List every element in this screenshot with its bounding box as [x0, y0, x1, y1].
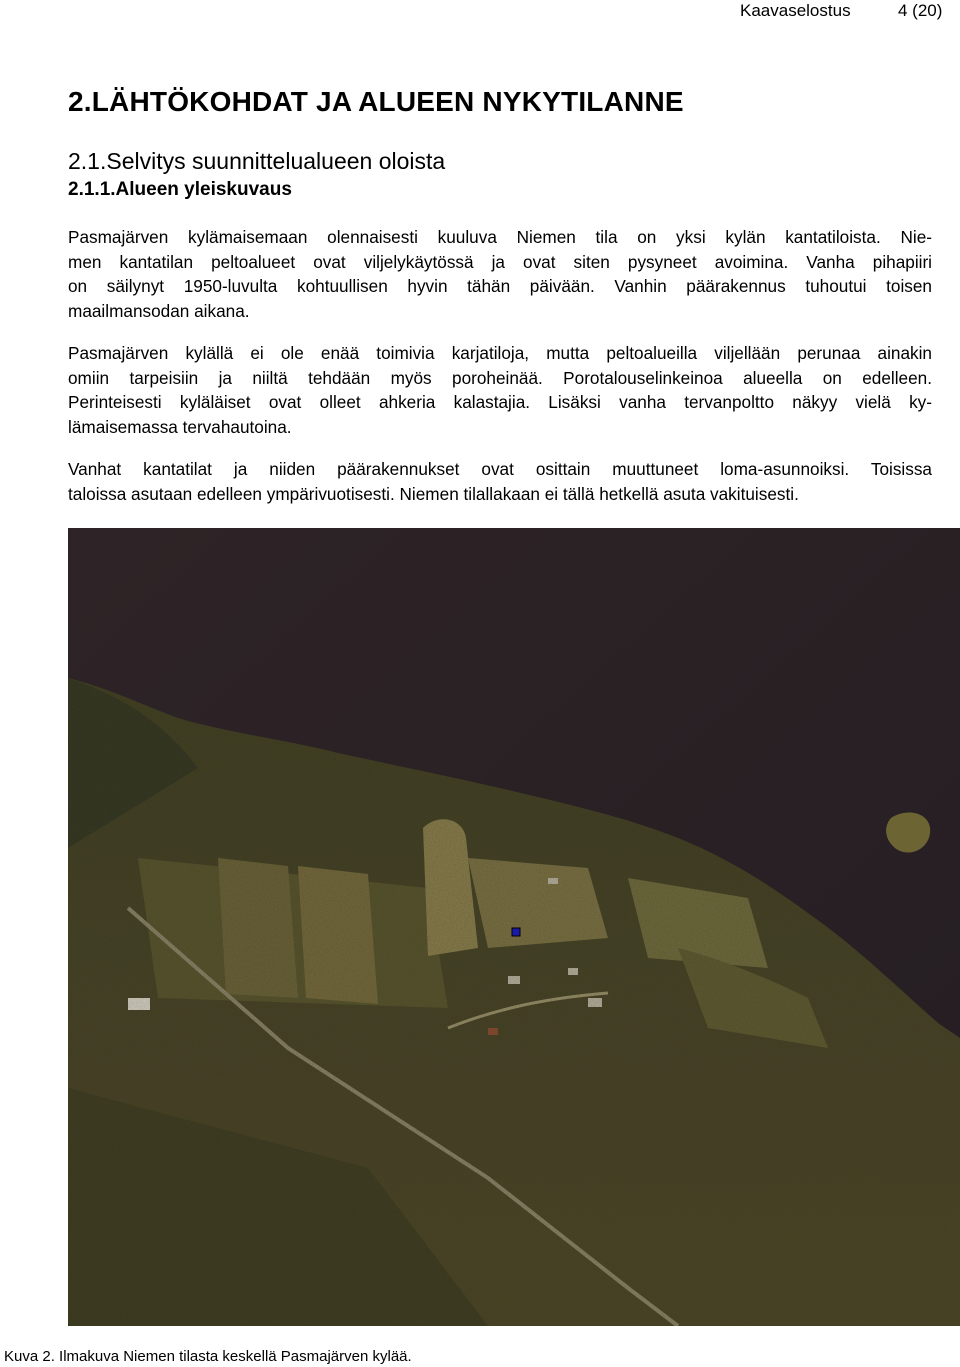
paragraph-livelihoods: [68, 341, 932, 439]
section-heading-3: 2.1.1.Alueen yleiskuvaus: [68, 179, 292, 200]
paragraph-line: Perinteisesti kyläläiset ovat olleet ahkeria kalastajia. Lisäksi vanha tervanpoltto näkyy vielä ky-: [68, 392, 932, 412]
section-heading-1: 2.LÄHTÖKOHDAT JA ALUEEN NYKYTILANNE: [68, 86, 684, 117]
paragraph-holiday-homes: [68, 457, 932, 506]
header-document-title: Kaavaselostus: [740, 1, 851, 20]
paragraph-line: on säilynyt 1950-luvulta kohtuullisen hyvin tähän päivään. Vanhin päärakennus tuhoutui toisen: [68, 276, 932, 296]
field-strip: [218, 858, 298, 998]
paragraph-line: Pasmajärven kylämaisemaan olennaisesti kuuluva Niemen tila on yksi kylän kantatiloista. Nie-: [68, 227, 932, 247]
paragraph-line: maailmansodan aikana.: [68, 300, 250, 321]
paragraph-line: omiin tarpeisiin ja niiltä tehdään myös poroheinää. Porotalouselinkeinoa alueella on edelleen.: [68, 367, 932, 388]
paragraph-line: Pasmajärven kylällä ei ole enää toimivia karjatiloja, mutta peltoalueilla viljellään perunaa ainakin: [68, 343, 932, 363]
figure-caption: Kuva 2. Ilmakuva Niemen tilasta keskellä Pasmajärven kylää.: [4, 1348, 412, 1365]
location-marker: [512, 928, 520, 936]
header-page-number: 4 (20): [898, 1, 943, 20]
paragraph-general-description: [68, 225, 932, 323]
field-strip: [298, 866, 378, 1004]
aerial-photo: [68, 528, 960, 1326]
field-north: [468, 858, 608, 948]
paragraph-line: lämaisemassa tervahautoina.: [68, 416, 292, 437]
paragraph-line: men kantatilan peltoalueet ovat viljelykäytössä ja ovat siten pysyneet avoimina. Vanha pihapiiri: [68, 251, 932, 272]
paragraph-line: taloissa asutaan edelleen ympärivuotisesti. Niemen tilallakaan ei tällä hetkellä asuta vakituisesti.: [68, 483, 799, 504]
section-heading-2: 2.1.Selvitys suunnittelualueen oloista: [68, 148, 446, 174]
paragraph-line: Vanhat kantatilat ja niiden päärakennukset ovat osittain muuttuneet loma-asunnoiksi. Toisissa: [68, 459, 932, 479]
